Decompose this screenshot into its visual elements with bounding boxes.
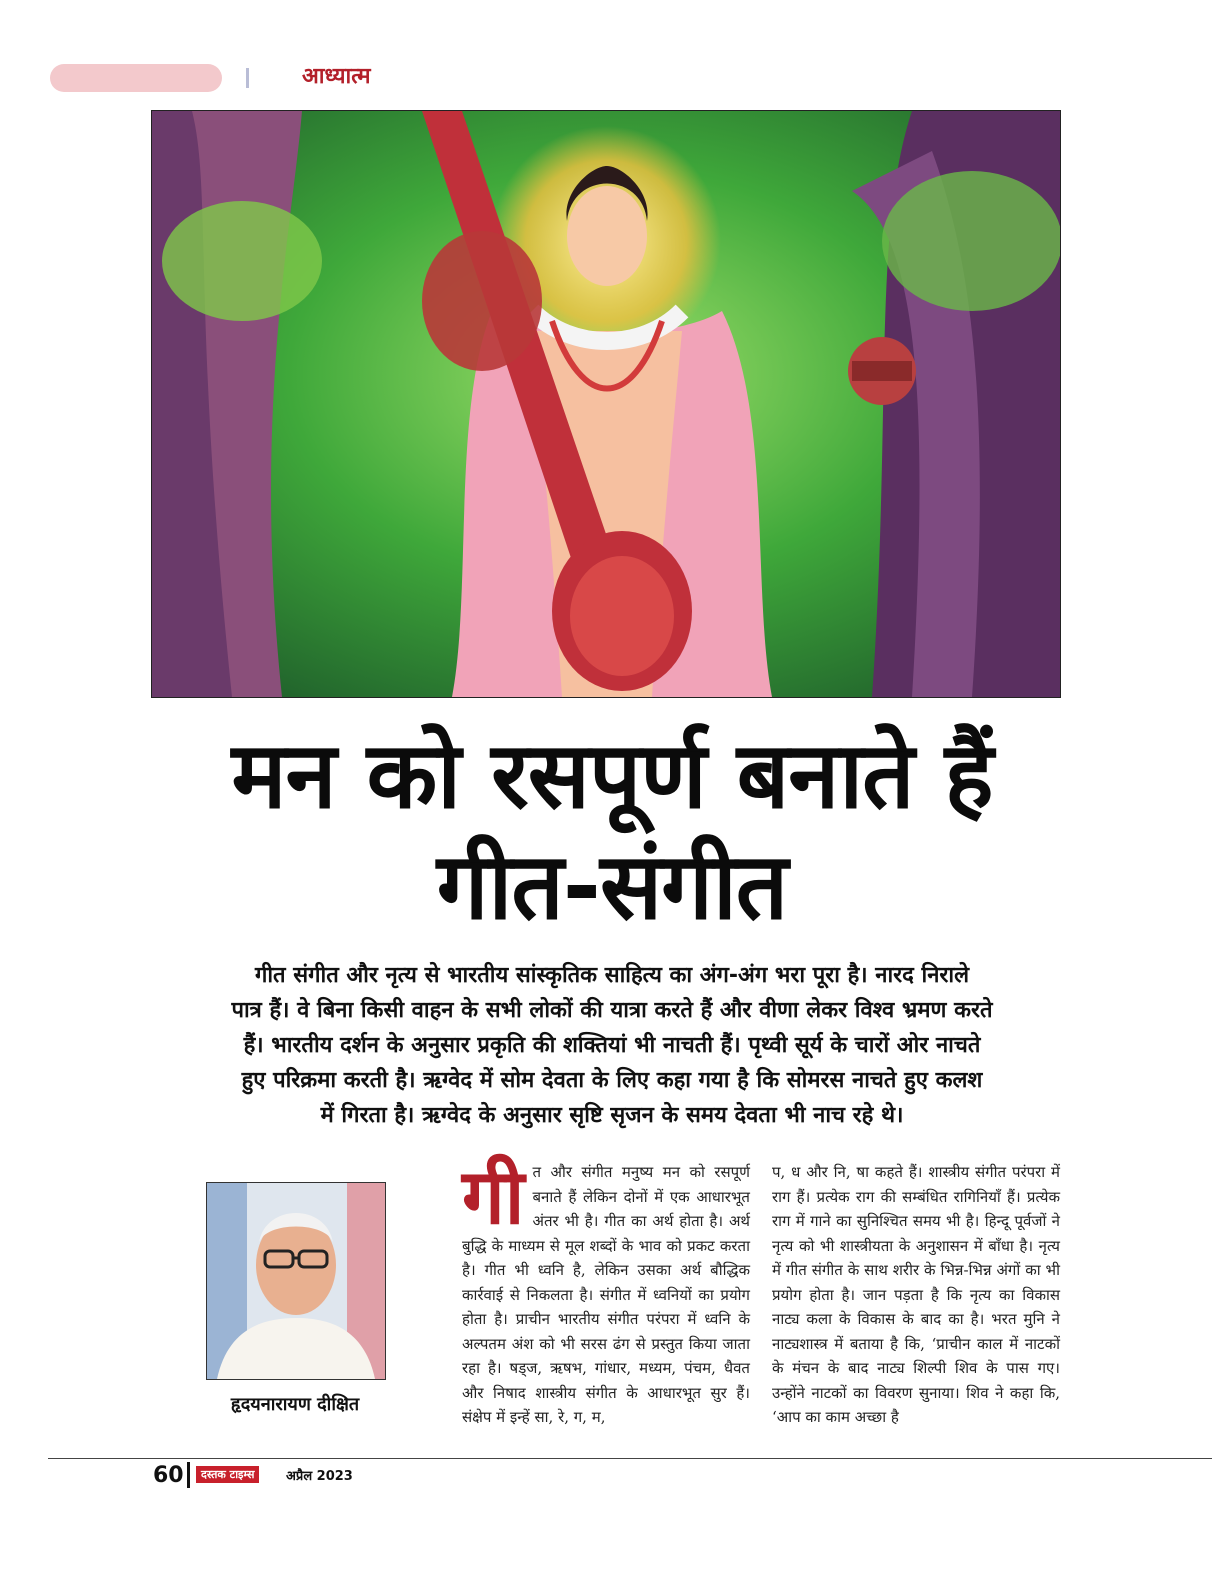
section-label: आध्यात्म xyxy=(302,64,371,89)
headline-line-1: मन को रसपूर्ण बनाते हैं xyxy=(231,722,993,829)
intro-line: हैं। भारतीय दर्शन के अनुसार प्रकृति की शक्तियां भी नाचती हैं। पृथ्वी सूर्य के चारों ओर नाचते xyxy=(243,1033,981,1058)
issue-date: अप्रैल 2023 xyxy=(286,1469,353,1484)
page-number: 60 xyxy=(153,1463,184,1488)
section-tab-pill xyxy=(50,64,222,92)
author-photo xyxy=(206,1182,386,1380)
intro-line: पात्र हैं। वे बिना किसी वाहन के सभी लोकों की यात्रा करते हैं और वीणा लेकर विश्व भ्रमण करते xyxy=(231,998,993,1023)
intro-paragraph xyxy=(160,958,1064,1133)
article-text: त और संगीत मनुष्य मन को रसपूर्ण बनाते हैं लेकिन दोनों में एक आधारभूत अंतर भी है। गीत का अर्थ होता है। अर्थ बुद्धि के माध्यम से मूल शब्दों के भाव को प्रकट करता है। गीत भी ध्वनि है, लेकिन उसका अर्थ बौद्धिक कार्रवाई से निकलता है। संगीत में ध्वनियों का प्रयोग होता है। प्राचीन भारतीय संगीत परंपरा में ध्वनि के अल्पतम अंश को भी सरस ढंग से प्रस्तुत किया जाता रहा है। षड्ज, ऋषभ, गांधार, मध्यम, पंचम, धैवत और निषाद शास्त्रीय संगीत के आधारभूत सुर हैं। संक्षेप में इन्हें सा, रे, ग, म, xyxy=(462,1163,750,1426)
intro-line: में गिरता है। ऋग्वेद के अनुसार सृष्टि सृजन के समय देवता भी नाच रहे थे। xyxy=(320,1103,904,1128)
footer-rule xyxy=(48,1458,1212,1459)
article-text: प, ध और नि, षा कहते हैं। शास्त्रीय संगीत परंपरा में राग हैं। प्रत्येक राग की सम्बंधित रागिनियाँ हैं। प्रत्येक राग में गाने का सुनिश्चित समय भी है। हिन्दू पूर्वजों ने नृत्य को भी शास्त्रीयता के अनुशासन में बाँधा है। नृत्य में गीत संगीत के साथ शरीर के भिन्न-भिन्न अंगों का भी प्रयोग होता है। जान पड़ता है कि नृत्य का विकास नाट्य कला के विकास के बाद का है। भरत मुनि ने नाट्यशास्त्र में बताया है कि, ‘प्राचीन काल में नाटकों के मंचन के बाद नाट्य शिल्पी शिव के पास गए। उन्होंने नाटकों का विवरण सुनाया। शिव ने कहा कि, ‘आप का काम अच्छा है xyxy=(772,1163,1060,1426)
headline xyxy=(150,720,1074,942)
headline-line-2: गीत-संगीत xyxy=(436,833,788,940)
hero-image xyxy=(151,110,1061,698)
intro-line: हुए परिक्रमा करती है। ऋग्वेद में सोम देवता के लिए कहा गया है कि सोमरस नाचते हुए कलश xyxy=(241,1068,983,1093)
author-name: हृदयनारायण दीक्षित xyxy=(230,1394,360,1415)
narad-painting-icon xyxy=(152,111,1060,697)
footer-divider xyxy=(187,1462,190,1488)
article-column-1 xyxy=(462,1152,750,1430)
author-portrait-icon xyxy=(207,1183,385,1379)
magazine-logo: दस्तक टाइम्स xyxy=(196,1466,259,1483)
section-divider xyxy=(246,68,249,88)
intro-line: गीत संगीत और नृत्य से भारतीय सांस्कृतिक साहित्य का अंग-अंग भरा पूरा है। नारद निराले xyxy=(254,963,970,988)
article-column-2 xyxy=(772,1160,1060,1430)
drop-cap: गी xyxy=(462,1152,525,1241)
